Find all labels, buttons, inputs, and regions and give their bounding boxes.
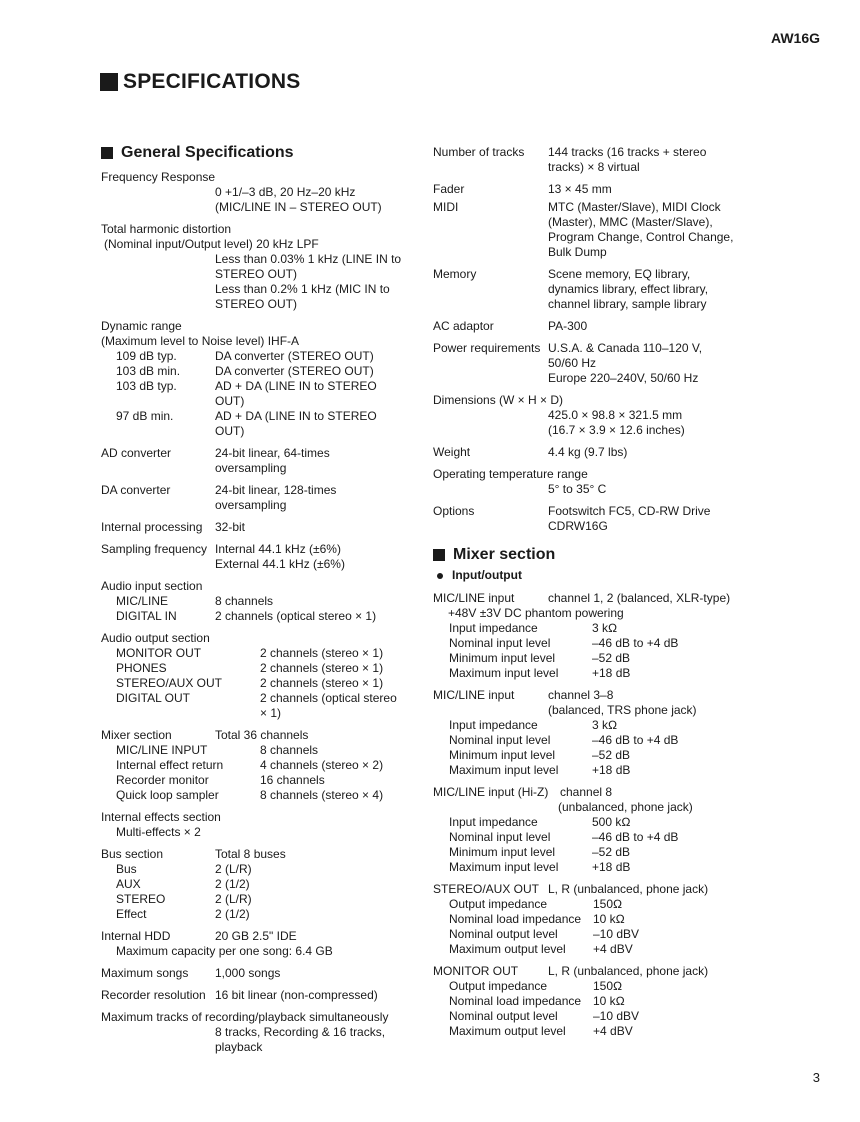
spec-value: 3 kΩ (592, 621, 618, 635)
spec-value: AD + DA (LINE IN to STEREO OUT) (215, 379, 377, 408)
spec-key: STEREO (116, 892, 166, 906)
spec-key: 109 dB typ. (116, 349, 177, 363)
input-output-subheading (433, 568, 763, 583)
model-number: AW16G (770, 30, 820, 46)
spec-value: 2 channels (stereo × 1) (260, 676, 384, 690)
spec-key: Nominal output level (449, 927, 558, 941)
spec-value: –46 dB to +4 dB (592, 733, 679, 747)
square-bullet-icon (100, 73, 118, 91)
spec-key: STEREO/AUX OUT (116, 676, 223, 690)
dynamic-range-block (101, 319, 421, 439)
spec-key: AD converter (101, 446, 172, 460)
spec-key: MIC/LINE input (Hi-Z) (433, 785, 549, 799)
effects-section-block (101, 810, 421, 840)
spec-value: channel 3–8 (548, 688, 614, 702)
spec-row (433, 815, 763, 830)
spec-key: Memory (433, 267, 477, 281)
spec-value: Total 8 buses (215, 847, 286, 861)
spec-key: Output impedance (449, 979, 548, 993)
spec-value: (unbalanced, phone jack) (558, 800, 693, 814)
spec-value: channel 1, 2 (balanced, XLR-type) (548, 591, 731, 605)
spec-value: +18 dB (592, 763, 631, 777)
spec-key: Input impedance (449, 621, 538, 635)
spec-value: –52 dB (592, 845, 631, 859)
spec-row (433, 845, 763, 860)
spec-row (433, 666, 763, 681)
spec-row (101, 862, 421, 877)
round-bullet-icon (437, 573, 443, 579)
fader-row (433, 182, 763, 197)
spec-key: DIGITAL IN (116, 609, 177, 623)
spec-row (101, 409, 421, 439)
spec-row (101, 877, 421, 892)
spec-key: Effect (116, 907, 147, 921)
spec-row (433, 882, 763, 897)
spec-row (101, 929, 421, 944)
spec-row (433, 591, 763, 606)
spec-key: Power requirements (433, 341, 541, 355)
spec-value: 8 tracks, Recording & 16 tracks, playback (215, 1025, 386, 1054)
spec-row (101, 892, 421, 907)
spec-value: 8 channels (260, 743, 319, 757)
spec-value: 20 GB 2.5" IDE (215, 929, 297, 943)
spec-row (101, 646, 421, 661)
spec-value: –10 dBV (593, 927, 640, 941)
spec-key: AUX (116, 877, 141, 891)
right-specifications-column (433, 145, 763, 1046)
spec-row (433, 942, 763, 957)
spec-key: Internal effect return (116, 758, 224, 772)
spec-value: 2 (1/2) (215, 877, 250, 891)
spec-value: 500 kΩ (592, 815, 631, 829)
spec-label: Maximum tracks of recording/playback simultaneously (101, 1010, 389, 1024)
thd-block (101, 222, 421, 312)
spec-row (101, 758, 421, 773)
spec-key: Number of tracks (433, 145, 525, 159)
spec-row (101, 364, 421, 379)
spec-key: MIC/LINE INPUT (116, 743, 208, 757)
spec-key: DIGITAL OUT (116, 691, 191, 705)
spec-value: External 44.1 kHz (±6%) (215, 557, 345, 571)
spec-key: Maximum input level (449, 860, 559, 874)
spec-key: Bus (116, 862, 137, 876)
spec-row (433, 733, 763, 748)
spec-label: Audio output section (101, 631, 210, 645)
spec-row (433, 748, 763, 763)
spec-value: –52 dB (592, 651, 631, 665)
spec-key: 103 dB typ. (116, 379, 177, 393)
spec-value: Multi-effects × 2 (116, 825, 201, 839)
spec-value: STEREO OUT) (215, 297, 298, 311)
spec-key: Maximum input level (449, 666, 559, 680)
spec-key: Nominal load impedance (449, 912, 582, 926)
heading-text: General Specifications (121, 144, 294, 161)
spec-value: PA-300 (548, 319, 588, 333)
monitor-out-block (433, 964, 763, 1039)
spec-value: Internal 44.1 kHz (±6%) (215, 542, 341, 556)
spec-key: Weight (433, 445, 471, 459)
spec-key: MONITOR OUT (433, 964, 519, 978)
spec-value: Total 36 channels (215, 728, 309, 742)
spec-key: Minimum input level (449, 845, 556, 859)
internal-hdd-block (101, 929, 421, 959)
spec-value: 5° to 35° C (548, 482, 607, 496)
subheading-text: Input/output (452, 568, 522, 582)
spec-key: MIC/LINE (116, 594, 169, 608)
spec-row (101, 743, 421, 758)
spec-label: Audio input section (101, 579, 203, 593)
mic-line-hiz-block (433, 785, 763, 875)
mic-line-1-2-block (433, 591, 763, 681)
spec-key: Minimum input level (449, 748, 556, 762)
spec-value: 8 channels (215, 594, 274, 608)
spec-key: Maximum input level (449, 763, 559, 777)
spec-value: 8 channels (stereo × 4) (260, 788, 384, 802)
spec-value: 2 (L/R) (215, 892, 252, 906)
spec-key: Minimum input level (449, 651, 556, 665)
spec-key: Internal processing (101, 520, 203, 534)
spec-row (433, 763, 763, 778)
spec-value: 144 tracks (16 tracks + stereo tracks) × 8 virtual (548, 145, 707, 174)
heading-text: Mixer section (453, 546, 556, 563)
spec-row (101, 788, 421, 803)
recorder-resolution-row (101, 988, 421, 1003)
spec-row (433, 897, 763, 912)
spec-key: Output impedance (449, 897, 548, 911)
audio-output-block (101, 631, 421, 721)
spec-value: Less than 0.03% 1 kHz (LINE IN to (215, 252, 402, 266)
spec-key: Quick loop sampler (116, 788, 219, 802)
spec-key: Maximum songs (101, 966, 189, 980)
spec-row (433, 964, 763, 979)
spec-key: Nominal load impedance (449, 994, 582, 1008)
spec-value: DA converter (STEREO OUT) (215, 349, 374, 363)
spec-key: PHONES (116, 661, 167, 675)
spec-row (101, 676, 421, 691)
spec-key: Nominal output level (449, 1009, 558, 1023)
spec-value: 425.0 × 98.8 × 321.5 mm (548, 408, 683, 422)
spec-row (101, 661, 421, 676)
spec-value: 3 kΩ (592, 718, 618, 732)
spec-value: 13 × 45 mm (548, 182, 612, 196)
spec-key: Bus section (101, 847, 164, 861)
spec-value: 2 (L/R) (215, 862, 252, 876)
spec-value: AD + DA (LINE IN to STEREO OUT) (215, 409, 377, 438)
spec-key: Nominal input level (449, 830, 551, 844)
spec-value: –46 dB to +4 dB (592, 636, 679, 650)
spec-value: –10 dBV (593, 1009, 640, 1023)
spec-key: Input impedance (449, 815, 538, 829)
spec-value: 2 (1/2) (215, 907, 250, 921)
spec-value: +4 dBV (593, 1024, 633, 1038)
spec-row (433, 718, 763, 733)
spec-value: MTC (Master/Slave), MIDI Clock (Master), MMC (Master/Slave), Program Change, Control Change, Bulk Dump (548, 200, 734, 259)
spec-value: (16.7 × 3.9 × 12.6 inches) (548, 423, 685, 437)
spec-key: Maximum output level (449, 942, 566, 956)
midi-row (433, 200, 763, 260)
audio-input-block (101, 579, 421, 624)
spec-row (433, 621, 763, 636)
spec-value: (MIC/LINE IN – STEREO OUT) (215, 200, 382, 214)
spec-key: MIDI (433, 200, 459, 214)
spec-label: (Nominal input/Output level) 20 kHz LPF (104, 237, 319, 251)
spec-key: 97 dB min. (116, 409, 174, 423)
spec-key: 103 dB min. (116, 364, 181, 378)
power-row (433, 341, 763, 386)
spec-value-group (548, 341, 763, 386)
general-specifications-column (101, 145, 421, 1062)
spec-value: Less than 0.2% 1 kHz (MIC IN to (215, 282, 390, 296)
spec-key: Mixer section (101, 728, 172, 742)
spec-value: 150Ω (593, 979, 623, 993)
spec-value: Scene memory, EQ library, dynamics library, effect library, channel library, sample library (548, 267, 709, 311)
spec-row (433, 636, 763, 651)
spec-value: Footswitch FC5, CD-RW Drive CDRW16G (548, 504, 711, 533)
spec-value: +4 dBV (593, 942, 633, 956)
da-converter-row (101, 483, 421, 513)
spec-value: 10 kΩ (593, 912, 625, 926)
spec-row (101, 728, 421, 743)
spec-key: Recorder monitor (116, 773, 209, 787)
spec-value: Maximum capacity per one song: 6.4 GB (116, 944, 333, 958)
spec-value: 10 kΩ (593, 994, 625, 1008)
temperature-block (433, 467, 763, 497)
spec-label: Operating temperature range (433, 467, 588, 481)
spec-value: STEREO OUT) (215, 267, 298, 281)
spec-label: Frequency Response (101, 170, 216, 184)
mic-line-3-8-block (433, 688, 763, 778)
tracks-row (433, 145, 763, 175)
square-bullet-icon (101, 147, 113, 159)
spec-value: 0 +1/–3 dB, 20 Hz–20 kHz (215, 185, 356, 199)
spec-value: 2 channels (stereo × 1) (260, 661, 384, 675)
spec-value: 2 channels (optical stereo × 1) (215, 609, 377, 623)
sampling-frequency-row (101, 542, 421, 572)
dimensions-block (433, 393, 763, 438)
weight-row (433, 445, 763, 460)
spec-value: Europe 220–240V, 50/60 Hz (548, 371, 699, 385)
spec-row (433, 979, 763, 994)
frequency-response-block (101, 170, 421, 215)
spec-value: +48V ±3V DC phantom powering (448, 606, 624, 620)
spec-value: +18 dB (592, 860, 631, 874)
mixer-section-heading (433, 547, 763, 562)
spec-key: STEREO/AUX OUT (433, 882, 540, 896)
spec-row (433, 830, 763, 845)
spec-key: AC adaptor (433, 319, 494, 333)
spec-row (433, 927, 763, 942)
spec-key: Sampling frequency (101, 542, 208, 556)
internal-processing-row (101, 520, 421, 535)
spec-value: 24-bit linear, 128-times oversampling (215, 483, 337, 512)
spec-value: –52 dB (592, 748, 631, 762)
spec-value: U.S.A. & Canada 110–120 V, 50/60 Hz (548, 341, 703, 370)
spec-value: 4.4 kg (9.7 lbs) (548, 445, 628, 459)
spec-value: DA converter (STEREO OUT) (215, 364, 374, 378)
spec-label: Dimensions (W × H × D) (433, 393, 564, 407)
max-songs-row (101, 966, 421, 981)
spec-key: Fader (433, 182, 465, 196)
spec-row (101, 847, 421, 862)
spec-value: +18 dB (592, 666, 631, 680)
spec-row (433, 688, 763, 703)
page-title-text: SPECIFICATIONS (123, 70, 301, 93)
spec-value: L, R (unbalanced, phone jack) (548, 964, 709, 978)
general-specs-heading (101, 145, 421, 160)
mixer-section-block (101, 728, 421, 803)
ac-adaptor-row (433, 319, 763, 334)
stereo-aux-out-block (433, 882, 763, 957)
spec-key: MIC/LINE input (433, 688, 515, 702)
spec-row (433, 651, 763, 666)
spec-value: –46 dB to +4 dB (592, 830, 679, 844)
spec-key: MIC/LINE input (433, 591, 515, 605)
spec-row (433, 994, 763, 1009)
spec-key: Internal HDD (101, 929, 171, 943)
spec-label: (Maximum level to Noise level) IHF-A (101, 334, 300, 348)
spec-label: Total harmonic distortion (101, 222, 232, 236)
spec-key: Recorder resolution (101, 988, 206, 1002)
spec-value: channel 8 (560, 785, 613, 799)
page-title (100, 70, 300, 94)
spec-value: 2 channels (optical stereo × 1) (260, 691, 397, 720)
spec-value: 1,000 songs (215, 966, 281, 980)
memory-row (433, 267, 763, 312)
spec-row (101, 773, 421, 788)
spec-key: Input impedance (449, 718, 538, 732)
spec-label: Dynamic range (101, 319, 182, 333)
spec-row (101, 691, 421, 721)
ad-converter-row (101, 446, 421, 476)
spec-value: 4 channels (stereo × 2) (260, 758, 384, 772)
spec-key: Options (433, 504, 475, 518)
page-number: 3 (812, 1070, 820, 1085)
spec-key: Maximum output level (449, 1024, 566, 1038)
spec-value: 16 bit linear (non-compressed) (215, 988, 378, 1002)
spec-row (101, 349, 421, 364)
spec-row (433, 785, 763, 800)
spec-row (433, 1009, 763, 1024)
spec-key: Nominal input level (449, 733, 551, 747)
bus-section-block (101, 847, 421, 922)
spec-value: L, R (unbalanced, phone jack) (548, 882, 709, 896)
spec-row (101, 594, 421, 609)
spec-value: 150Ω (593, 897, 623, 911)
spec-value: 16 channels (260, 773, 325, 787)
spec-value-group (215, 542, 421, 572)
spec-value: (balanced, TRS phone jack) (548, 703, 697, 717)
spec-row (433, 912, 763, 927)
spec-value: 24-bit linear, 64-times oversampling (215, 446, 330, 475)
max-tracks-block (101, 1010, 421, 1055)
spec-key: MONITOR OUT (116, 646, 202, 660)
spec-row (101, 907, 421, 922)
spec-row (433, 1024, 763, 1039)
spec-value: 32-bit (215, 520, 246, 534)
spec-row (101, 379, 421, 409)
spec-key: DA converter (101, 483, 171, 497)
spec-label: Internal effects section (101, 810, 221, 824)
spec-row (101, 609, 421, 624)
square-bullet-icon (433, 549, 445, 561)
spec-row (433, 860, 763, 875)
options-row (433, 504, 763, 534)
spec-value: 2 channels (stereo × 1) (260, 646, 384, 660)
spec-key: Nominal input level (449, 636, 551, 650)
